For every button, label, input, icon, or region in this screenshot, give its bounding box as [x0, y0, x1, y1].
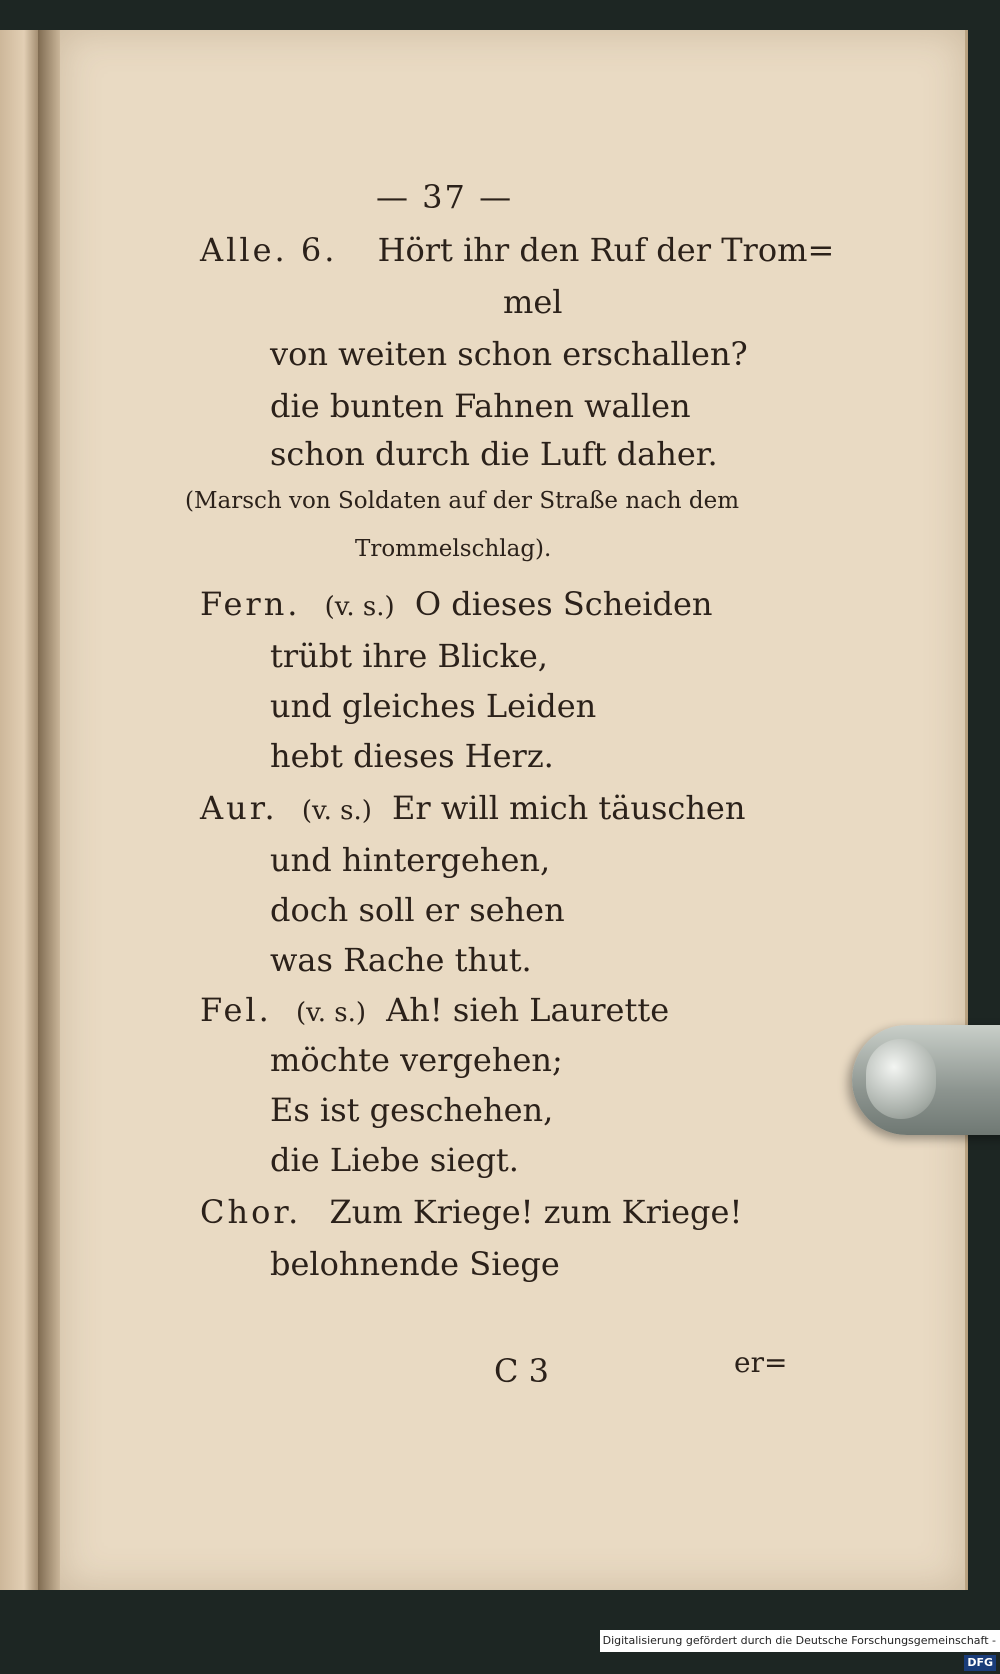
text-line: [270, 840, 550, 880]
footer-text: Digitalisierung gefördert durch die Deutsche Forschungsgemeinschaft -: [602, 1634, 996, 1647]
line-text: was Rache thut.: [270, 941, 532, 979]
text-line: [200, 1192, 742, 1232]
line-text: schon durch die Luft daher.: [270, 435, 718, 473]
signature-mark: C 3: [494, 1352, 550, 1390]
stage-direction-inline: (v. s.): [295, 998, 366, 1028]
text-line: [200, 990, 669, 1033]
line-text: trübt ihre Blicke,: [270, 637, 548, 675]
text-line: [270, 1090, 553, 1130]
line-text: mel: [503, 283, 563, 321]
text-line: [270, 940, 532, 980]
text-line: [270, 1140, 519, 1180]
text-line: [270, 1244, 560, 1284]
facing-page-edge: [0, 30, 40, 1590]
text-line: [270, 1040, 563, 1080]
text-line: [200, 230, 834, 270]
line-text: die Liebe siegt.: [270, 1141, 519, 1179]
line-text: die bunten Fahnen wallen: [270, 387, 691, 425]
line-text: und hintergehen,: [270, 841, 551, 879]
line-text: möchte vergehen;: [270, 1041, 563, 1079]
line-text: und gleiches Leiden: [270, 687, 597, 725]
line-text: Es ist geschehen,: [270, 1091, 554, 1129]
digitization-footer: [600, 1630, 1000, 1669]
line-text: belohnende Siege: [270, 1245, 560, 1283]
text-line: [200, 584, 713, 627]
text-line: [270, 636, 548, 676]
page-number: — 37 —: [376, 178, 514, 216]
stage-direction: [185, 486, 739, 516]
speaker-label: Fel.: [200, 991, 272, 1029]
text-line: [270, 334, 748, 374]
speaker-label: Aur.: [200, 789, 278, 827]
line-text: von weiten schon erschallen?: [270, 335, 748, 373]
line-text: (Marsch von Soldaten auf der Straße nach dem: [185, 488, 740, 514]
line-text: Er will mich täuschen: [392, 789, 746, 827]
text-line: [270, 434, 718, 474]
stage-direction: [355, 534, 551, 564]
clip-knob: [866, 1039, 936, 1119]
speaker-label: Chor.: [200, 1193, 302, 1231]
stage-direction-inline: (v. s.): [324, 592, 395, 622]
text-line: [270, 686, 596, 726]
dfg-logo: DFG: [964, 1655, 996, 1671]
speaker-label: Fern.: [200, 585, 301, 623]
line-text: doch soll er sehen: [270, 891, 565, 929]
text-line: [270, 386, 691, 426]
text-line: [200, 788, 745, 831]
line-text: Hört ihr den Ruf der Trom=: [377, 231, 835, 269]
line-text: O dieses Scheiden: [414, 585, 713, 623]
line-text: Ah! sieh Laurette: [386, 991, 670, 1029]
text-line: [270, 890, 565, 930]
text-line: [503, 282, 563, 322]
line-text: hebt dieses Herz.: [270, 737, 554, 775]
line-text: Zum Kriege! zum Kriege!: [329, 1193, 743, 1231]
line-text: Trommelschlag).: [355, 536, 552, 562]
catchword: er=: [734, 1346, 788, 1379]
speaker-label: Alle. 6.: [200, 231, 338, 269]
stage-direction-inline: (v. s.): [301, 796, 372, 826]
page-clip: [852, 1025, 1000, 1135]
text-line: [270, 736, 554, 776]
